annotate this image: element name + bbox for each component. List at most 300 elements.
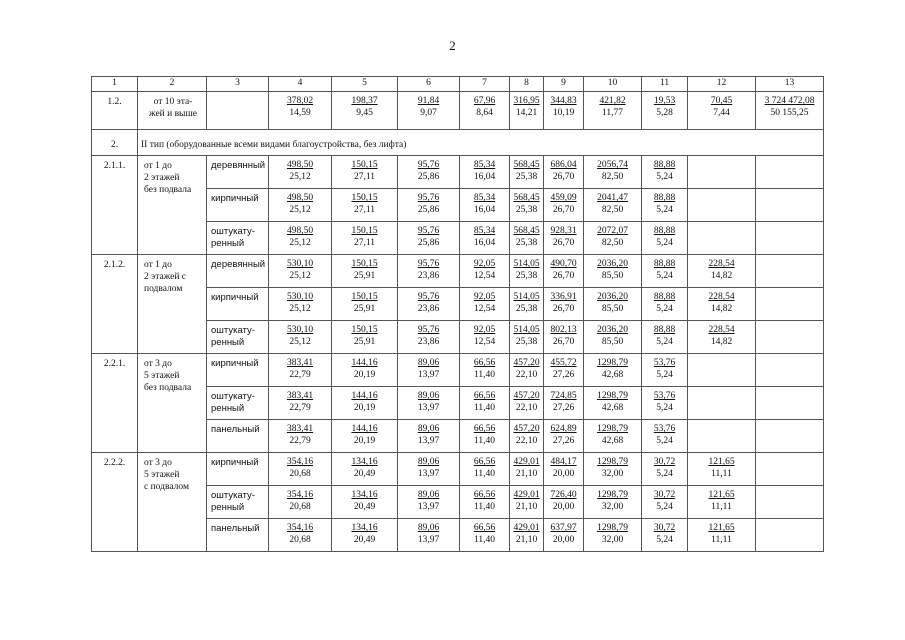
value-bottom: 25,91 (353, 271, 376, 281)
value-top: 429,01 (513, 490, 540, 500)
value-top: 2072,07 (597, 226, 628, 236)
value-top: 66,56 (473, 391, 496, 401)
value-bottom: 32,00 (601, 535, 624, 545)
value-top: 455,72 (550, 358, 577, 368)
value-top: 67,96 (473, 96, 496, 106)
value-bottom: 22,10 (515, 370, 538, 380)
value-cell (510, 354, 544, 387)
value-top: 429,01 (513, 457, 540, 467)
value-cell (398, 387, 460, 420)
value-cell (460, 255, 510, 288)
value-top: 150,15 (351, 325, 378, 335)
value-cell (332, 354, 398, 387)
value-cell (756, 519, 824, 552)
value-top: 490,70 (550, 259, 577, 269)
row-description (138, 453, 207, 552)
material-cell: оштукату-ренный (207, 222, 269, 255)
value-top (756, 189, 823, 192)
value-cell (510, 222, 544, 255)
material-cell: деревянный (207, 255, 269, 288)
value-cell (510, 288, 544, 321)
value-bottom: 23,86 (417, 271, 440, 281)
page-number: 2 (449, 38, 456, 53)
value-bottom: 25,38 (515, 205, 538, 215)
row-description (138, 255, 207, 354)
description-line: 5 этажей (144, 470, 180, 480)
value-cell (510, 387, 544, 420)
value-cell (688, 354, 756, 387)
value-top: 134,16 (351, 523, 378, 533)
value-cell (544, 189, 584, 222)
value-cell (642, 255, 688, 288)
value-top (756, 486, 823, 489)
value-cell (544, 486, 584, 519)
value-cell (642, 189, 688, 222)
value-bottom: 42,68 (601, 370, 624, 380)
value-top: 530,10 (286, 325, 314, 335)
value-cell (460, 321, 510, 354)
value-cell (584, 354, 642, 387)
value-top: 134,16 (351, 490, 378, 500)
value-bottom: 12,54 (473, 337, 496, 347)
value-top: 459,09 (550, 193, 577, 203)
value-bottom: 22,79 (289, 436, 311, 446)
value-bottom: 27,11 (353, 172, 376, 182)
value-bottom: 5,24 (656, 469, 673, 479)
value-cell (688, 519, 756, 552)
value-bottom: 9,45 (356, 108, 373, 118)
value-top (756, 420, 823, 423)
value-bottom: 25,12 (289, 271, 311, 281)
value-bottom: 5,24 (656, 502, 673, 512)
value-top: 1298,79 (597, 457, 628, 467)
value-bottom: 14,21 (515, 108, 538, 118)
value-top: 2036,20 (597, 259, 628, 269)
value-cell (756, 486, 824, 519)
value-bottom: 11,40 (473, 403, 496, 413)
value-bottom: 11,40 (473, 535, 496, 545)
value-bottom: 27,11 (353, 238, 376, 248)
value-cell (269, 321, 332, 354)
value-top: 228,54 (708, 259, 735, 269)
value-top: 726,40 (550, 490, 577, 500)
value-cell (544, 156, 584, 189)
value-cell (510, 92, 544, 130)
value-cell (584, 519, 642, 552)
value-bottom: 82,50 (601, 172, 624, 182)
value-cell (332, 486, 398, 519)
value-bottom: 20,49 (353, 469, 376, 479)
value-cell (510, 420, 544, 453)
table-row (92, 156, 824, 189)
value-top: 457,20 (513, 358, 540, 368)
value-bottom: 25,38 (515, 271, 538, 281)
value-bottom: 25,91 (353, 337, 376, 347)
value-top (688, 156, 755, 159)
value-cell (544, 255, 584, 288)
value-top: 88,88 (653, 193, 676, 203)
value-top: 2041,47 (597, 193, 628, 203)
value-top: 88,88 (653, 259, 676, 269)
value-top: 89,06 (417, 523, 440, 533)
value-cell (269, 354, 332, 387)
value-bottom: 5,24 (656, 337, 673, 347)
value-bottom: 22,10 (515, 403, 538, 413)
value-top: 88,88 (653, 226, 676, 236)
value-bottom: 5,24 (656, 304, 673, 314)
value-cell (688, 255, 756, 288)
value-cell (269, 222, 332, 255)
value-cell (544, 222, 584, 255)
material-cell: кирпичный (207, 288, 269, 321)
value-top: 150,15 (351, 160, 378, 170)
value-top: 121,65 (708, 523, 735, 533)
value-top: 144,16 (351, 391, 378, 401)
value-cell (544, 354, 584, 387)
value-top: 568,45 (513, 160, 540, 170)
value-top: 514,05 (513, 325, 540, 335)
description-line: подвалом (144, 284, 183, 294)
value-cell (544, 321, 584, 354)
value-bottom: 11,40 (473, 370, 496, 380)
value-top: 457,20 (513, 391, 540, 401)
value-bottom: 12,54 (473, 304, 496, 314)
description-line: 5 этажей (144, 371, 180, 381)
value-bottom: 13,97 (417, 535, 440, 545)
section-title: II тип (оборудованные всеми видами благоустройства, без лифта) (138, 130, 824, 156)
value-bottom: 23,86 (417, 337, 440, 347)
value-bottom: 25,38 (515, 172, 538, 182)
value-top: 457,20 (513, 424, 540, 434)
value-cell (584, 255, 642, 288)
description-line: 2 этажей с (144, 272, 187, 282)
value-cell (642, 486, 688, 519)
value-cell (756, 321, 824, 354)
value-top: 530,10 (286, 259, 314, 269)
value-cell (510, 189, 544, 222)
value-bottom: 25,86 (417, 205, 440, 215)
value-top: 89,06 (417, 490, 440, 500)
value-top (688, 420, 755, 423)
value-top: 92,05 (473, 259, 496, 269)
column-number: 9 (544, 77, 584, 92)
material-cell: кирпичный (207, 354, 269, 387)
value-bottom: 32,00 (601, 502, 624, 512)
value-bottom: 14,82 (710, 337, 733, 347)
value-top: 85,34 (473, 160, 496, 170)
description-line: от 3 до (144, 359, 172, 369)
value-bottom: 11,40 (473, 469, 496, 479)
value-top: 89,06 (417, 424, 440, 434)
value-top: 383,41 (286, 391, 314, 401)
value-top: 928,31 (550, 226, 577, 236)
value-bottom: 27,11 (353, 205, 376, 215)
value-bottom: 42,68 (601, 436, 624, 446)
material-cell: кирпичный (207, 453, 269, 486)
value-top (756, 354, 823, 357)
column-number: 7 (460, 77, 510, 92)
description-line: от 3 до (144, 458, 172, 468)
tariff-table (91, 76, 824, 552)
value-cell (642, 420, 688, 453)
value-bottom: 5,24 (656, 205, 673, 215)
value-bottom: 5,24 (656, 238, 673, 248)
value-cell (688, 222, 756, 255)
value-top: 89,06 (417, 358, 440, 368)
description-line: 2 этажей (144, 173, 180, 183)
value-bottom: 25,86 (417, 172, 440, 182)
value-cell (756, 453, 824, 486)
value-top: 53,76 (653, 424, 676, 434)
value-bottom: 82,50 (601, 205, 624, 215)
value-cell (269, 453, 332, 486)
value-top: 150,15 (351, 259, 378, 269)
value-top: 228,54 (708, 292, 735, 302)
value-cell (642, 519, 688, 552)
table-row (92, 354, 824, 387)
value-cell (510, 255, 544, 288)
value-cell (332, 387, 398, 420)
value-cell (269, 420, 332, 453)
value-top: 429,01 (513, 523, 540, 533)
value-cell (756, 222, 824, 255)
value-bottom: 32,00 (601, 469, 624, 479)
value-bottom: 13,97 (417, 403, 440, 413)
value-top: 85,34 (473, 193, 496, 203)
value-bottom: 26,70 (552, 304, 575, 314)
value-bottom: 27,26 (552, 403, 575, 413)
value-top: 150,15 (351, 226, 378, 236)
value-bottom: 82,50 (601, 238, 624, 248)
value-top: 568,45 (513, 193, 540, 203)
value-bottom: 21,10 (515, 502, 538, 512)
value-cell (460, 519, 510, 552)
value-bottom: 16,04 (473, 238, 496, 248)
value-cell (332, 321, 398, 354)
column-number: 6 (398, 77, 460, 92)
value-bottom: 13,97 (417, 370, 440, 380)
value-cell (460, 156, 510, 189)
value-top: 95,76 (417, 325, 440, 335)
value-cell (642, 222, 688, 255)
value-top: 624,89 (550, 424, 577, 434)
column-number: 13 (756, 77, 824, 92)
value-top (688, 222, 755, 225)
value-cell (460, 189, 510, 222)
value-top: 198,37 (351, 96, 378, 106)
value-top (756, 453, 823, 456)
value-top: 95,76 (417, 292, 440, 302)
value-cell (398, 420, 460, 453)
value-top: 134,16 (351, 457, 378, 467)
value-bottom: 20,19 (353, 403, 376, 413)
description-line: от 1 до (144, 161, 172, 171)
table-row (92, 255, 824, 288)
value-top: 336,91 (550, 292, 577, 302)
value-bottom: 14,82 (710, 271, 733, 281)
value-bottom: 10,19 (552, 108, 575, 118)
value-bottom: 13,97 (417, 502, 440, 512)
value-top: 91,84 (417, 96, 440, 106)
value-cell (269, 519, 332, 552)
value-bottom: 5,24 (656, 271, 673, 281)
value-cell (460, 354, 510, 387)
value-bottom: 5,24 (656, 535, 673, 545)
value-top: 70,45 (710, 96, 733, 106)
value-bottom: 13,97 (417, 469, 440, 479)
value-top (756, 321, 823, 324)
value-top: 30,72 (653, 457, 676, 467)
value-cell (460, 453, 510, 486)
value-top: 228,54 (708, 325, 735, 335)
value-cell (756, 255, 824, 288)
value-top: 88,88 (653, 325, 676, 335)
value-top: 66,56 (473, 457, 496, 467)
value-top: 1298,79 (597, 391, 628, 401)
value-cell (269, 92, 332, 130)
value-bottom: 26,70 (552, 205, 575, 215)
value-bottom: 20,19 (353, 436, 376, 446)
value-bottom: 12,54 (473, 271, 496, 281)
material-cell: панельный (207, 420, 269, 453)
value-bottom: 11,40 (473, 436, 496, 446)
value-top: 66,56 (473, 490, 496, 500)
value-cell (756, 156, 824, 189)
value-bottom: 16,04 (473, 172, 496, 182)
value-top (756, 255, 823, 258)
value-bottom: 26,70 (552, 337, 575, 347)
value-cell (510, 321, 544, 354)
value-bottom: 27,26 (552, 436, 575, 446)
value-bottom: 85,50 (601, 337, 624, 347)
value-bottom: 42,68 (601, 403, 624, 413)
value-top (756, 222, 823, 225)
value-cell (584, 92, 642, 130)
value-cell (584, 156, 642, 189)
value-bottom: 25,86 (417, 238, 440, 248)
value-top: 2036,20 (597, 325, 628, 335)
value-cell (544, 420, 584, 453)
value-top: 92,05 (473, 325, 496, 335)
value-top: 568,45 (513, 226, 540, 236)
value-bottom: 23,86 (417, 304, 440, 314)
row-code: 2.2.2. (92, 453, 138, 552)
material-cell: деревянный (207, 156, 269, 189)
value-cell (688, 420, 756, 453)
value-bottom: 25,91 (353, 304, 376, 314)
value-bottom: 25,12 (289, 304, 311, 314)
value-cell (398, 288, 460, 321)
value-cell (584, 486, 642, 519)
value-bottom: 85,50 (601, 304, 624, 314)
value-top: 530,10 (286, 292, 314, 302)
value-bottom: 11,40 (473, 502, 496, 512)
table-row (92, 92, 824, 130)
column-number: 12 (688, 77, 756, 92)
row-code: 1.2. (92, 92, 138, 130)
value-top: 344,83 (550, 96, 577, 106)
value-top: 95,76 (417, 193, 440, 203)
value-bottom: 11,11 (711, 502, 732, 512)
value-cell (688, 156, 756, 189)
value-top: 1298,79 (597, 523, 628, 533)
value-bottom: 14,59 (289, 108, 311, 118)
value-cell (460, 288, 510, 321)
value-cell (642, 92, 688, 130)
value-top: 498,50 (286, 226, 314, 236)
value-cell (269, 189, 332, 222)
value-top: 85,34 (473, 226, 496, 236)
value-top: 1298,79 (597, 490, 628, 500)
value-cell (398, 92, 460, 130)
description-line: от 10 эта- (153, 97, 193, 107)
value-top (756, 156, 823, 159)
value-cell (269, 255, 332, 288)
description-line: без подвала (144, 383, 192, 393)
value-bottom: 5,24 (656, 403, 673, 413)
value-cell (584, 222, 642, 255)
material-cell: панельный (207, 519, 269, 552)
value-bottom: 25,12 (289, 337, 311, 347)
value-top: 2056,74 (597, 160, 628, 170)
value-top: 802,13 (550, 325, 577, 335)
value-top: 30,72 (653, 490, 676, 500)
value-top: 354,16 (286, 490, 314, 500)
value-top: 484,17 (550, 457, 577, 467)
value-cell (756, 288, 824, 321)
value-top: 88,88 (653, 160, 676, 170)
value-cell (544, 519, 584, 552)
description-line: с подвалом (144, 482, 189, 492)
row-code: 2.1.2. (92, 255, 138, 354)
value-bottom: 20,49 (353, 502, 376, 512)
column-number: 8 (510, 77, 544, 92)
value-top: 92,05 (473, 292, 496, 302)
value-cell (642, 321, 688, 354)
value-top: 1298,79 (597, 358, 628, 368)
value-cell (460, 387, 510, 420)
value-cell (584, 387, 642, 420)
value-bottom: 26,70 (552, 271, 575, 281)
value-cell (460, 222, 510, 255)
column-number: 2 (138, 77, 207, 92)
value-top: 498,50 (286, 193, 314, 203)
value-top: 53,76 (653, 358, 676, 368)
value-bottom: 20,00 (552, 469, 575, 479)
value-bottom: 20,00 (552, 502, 575, 512)
material-cell: оштукату-ренный (207, 387, 269, 420)
value-bottom: 26,70 (552, 172, 575, 182)
table-row (92, 453, 824, 486)
value-top (688, 387, 755, 390)
value-top (688, 354, 755, 357)
value-top: 498,50 (286, 160, 314, 170)
value-cell (688, 288, 756, 321)
value-top: 150,15 (351, 193, 378, 203)
value-bottom: 5,24 (656, 370, 673, 380)
value-top: 89,06 (417, 391, 440, 401)
value-cell (332, 288, 398, 321)
value-bottom: 8,64 (476, 108, 493, 118)
value-bottom: 21,10 (515, 535, 538, 545)
value-cell (642, 354, 688, 387)
value-cell (398, 519, 460, 552)
value-bottom: 5,28 (656, 108, 673, 118)
value-bottom: 25,38 (515, 304, 538, 314)
value-bottom: 25,38 (515, 238, 538, 248)
value-top: 724,85 (550, 391, 577, 401)
value-top: 383,41 (286, 424, 314, 434)
